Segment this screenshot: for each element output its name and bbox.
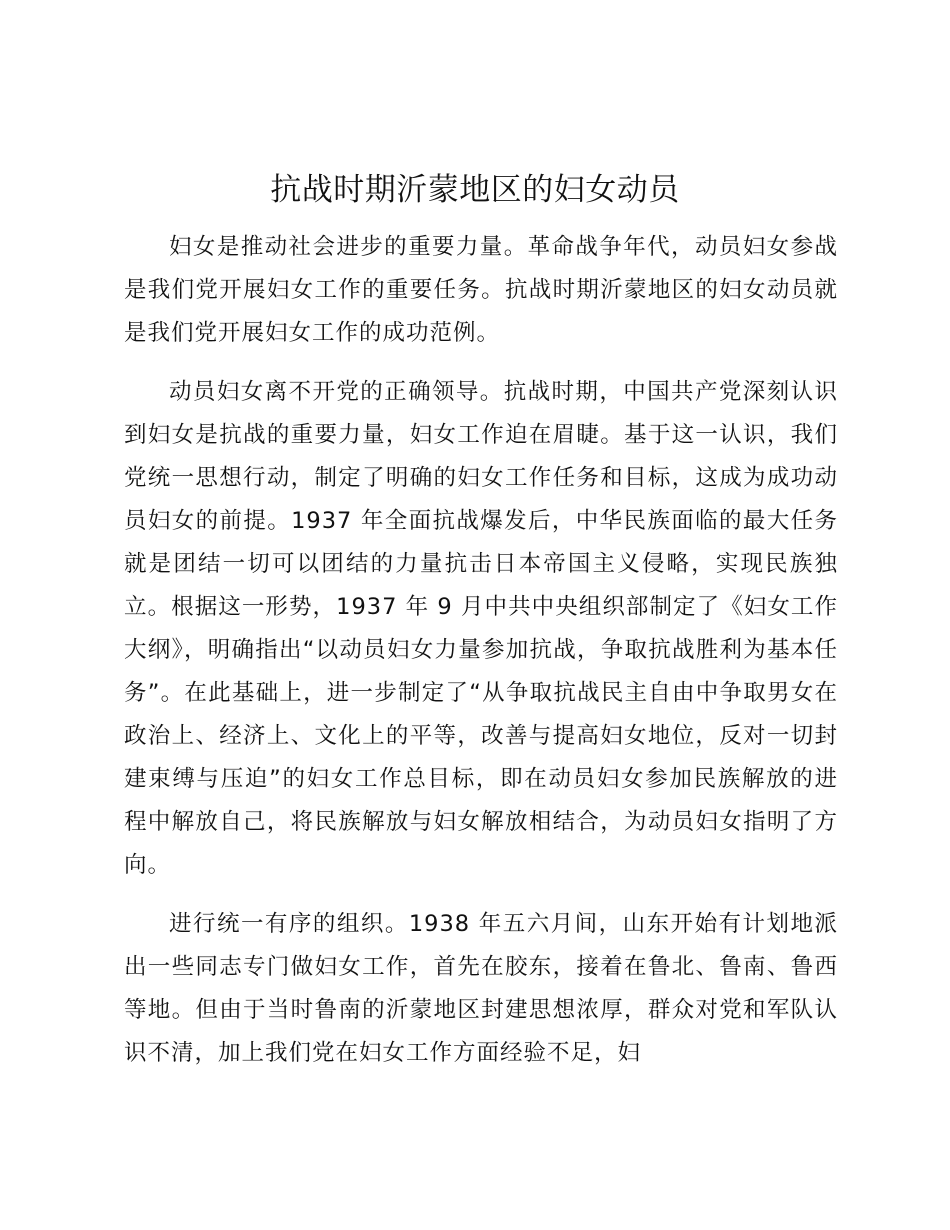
paragraph-intro: 妇女是推动社会进步的重要力量。革命战争年代，动员妇女参战是我们党开展妇女工作的重要任务。抗战时期沂蒙地区的妇女动员就是我们党开展妇女工作的成功范例。	[124, 234, 838, 346]
paragraph-leadership: 动员妇女离不开党的正确领导。抗战时期，中国共产党深刻认识到妇女是抗战的重要力量，妇女工作迫在眉睫。基于这一认识，我们党统一思想行动，制定了明确的妇女工作任务和目标，这成为成功动员妇女的前提。1937 年全面抗战爆发后，中华民族面临的最大任务就是团结一切可以团结的力量抗击日本帝国主义侵略，实现民族独立。根据这一形势，1937 年 9 月中共中央组织部制定了《妇女工作大纲》，明确指出“以动员妇女力量参加抗战，争取抗战胜利为基本任务”。在此基础上，进一步制定了“从争取抗战民主自由中争取男女在政治上、经济上、文化上的平等，改善与提高妇女地位，反对一切封建束缚与压迫”的妇女工作总目标，即在动员妇女参加民族解放的进程中解放自己，将民族解放与妇女解放相结合，为动员妇女指明了方向。	[124, 379, 838, 878]
document-body	[124, 226, 838, 1091]
document-title: 抗战时期沂蒙地区的妇女动员	[270, 172, 680, 208]
paragraph-organization: 进行统一有序的组织。1938 年五六月间，山东开始有计划地派出一些同志专门做妇女工作，首先在胶东，接着在鲁北、鲁南、鲁西等地。但由于当时鲁南的沂蒙地区封建思想浓厚，群众对党和军队认识不清，加上我们党在妇女工作方面经验不足，妇	[124, 911, 838, 1066]
